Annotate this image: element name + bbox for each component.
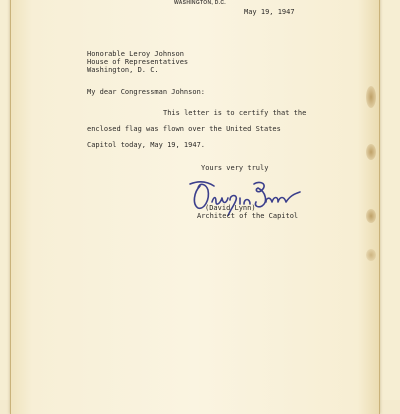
body-line-1: This letter is to certify that the	[163, 109, 307, 117]
signer-title: Architect of the Capitol	[197, 212, 299, 220]
closing: Yours very truly	[201, 164, 269, 172]
recipient-city: Washington, D. C.	[87, 66, 159, 74]
page-right-edge	[379, 0, 380, 414]
page-left-edge	[10, 0, 11, 414]
recipient-office: House of Representatives	[87, 58, 189, 66]
age-stain	[366, 144, 376, 160]
letterhead-city: WASHINGTON, D.C.	[174, 0, 226, 6]
salutation: My dear Congressman Johnson:	[87, 88, 206, 96]
recipient-name: Honorable Leroy Johnson	[87, 50, 184, 58]
body-line-3: Capitol today, May 19, 1947.	[87, 141, 206, 149]
age-stain	[366, 209, 376, 223]
age-stain	[366, 249, 376, 261]
signer-name: (David Lynn)	[205, 204, 256, 212]
body-line-2: enclosed flag was flown over the United States	[87, 125, 281, 133]
age-stain	[366, 86, 376, 108]
letter-date: May 19, 1947	[244, 8, 295, 16]
